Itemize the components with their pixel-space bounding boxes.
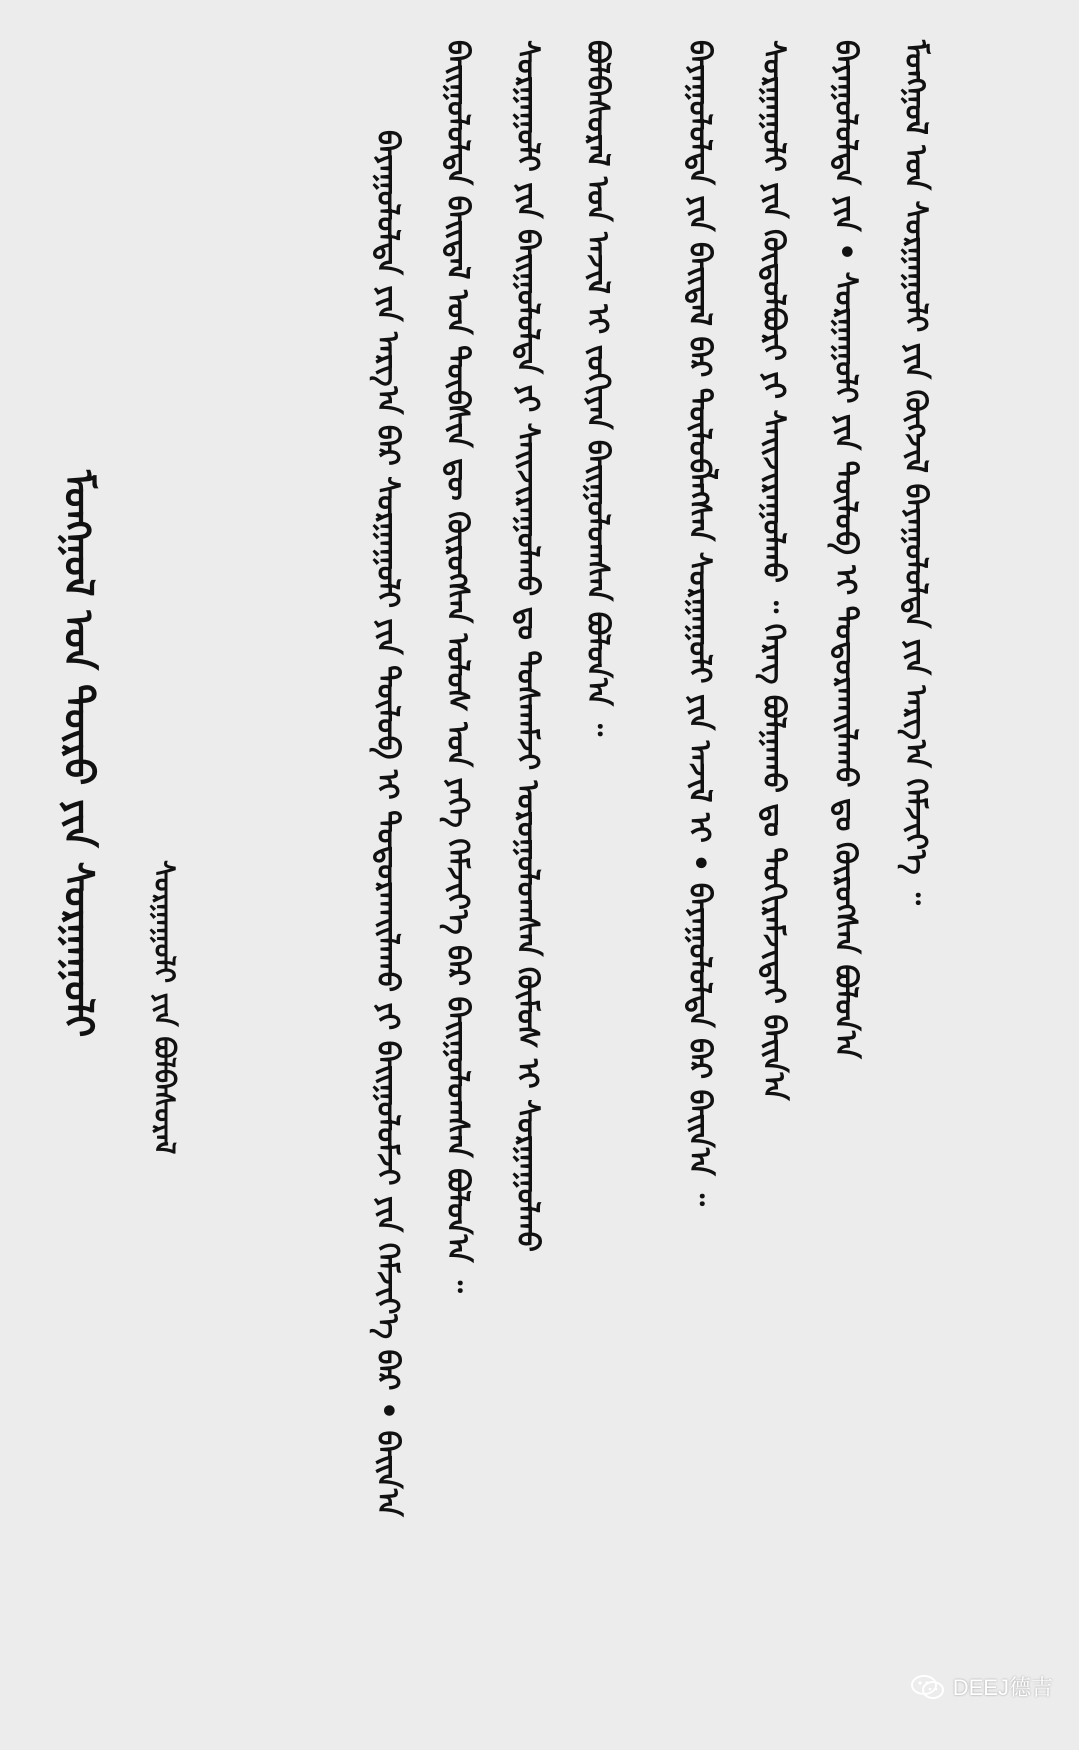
body-line-7: ᠪᠠᠶᠠᠭᠤᠯᠤᠯᠲᠠ ᠶᠢᠨ • ᠰᠤᠷᠭᠠᠭᠤᠯᠢ ᠶᠢᠨ ᠲᠥᠯᠥᠪ ᠢ ᠲᠣᠳᠣᠷᠬᠠᠢᠯᠠᠬᠤ ᠳᠤ ᠬᠦᠷᠦᠭᠰᠡᠨ ᠪᠣᠯᠤᠨ᠎ᠠ: [828, 40, 863, 1059]
body-line-1: ᠪᠠᠶᠠᠭᠤᠯᠤᠯᠲᠠ ᠶᠢᠨ ᠠᠷᠭ᠎ᠠ ᠪᠠᠷ ᠰᠤᠷᠭᠠᠭᠤᠯᠢ ᠶᠢᠨ ᠲᠥᠯᠥᠪ ᠢ ᠲᠣᠳᠣᠷᠬᠠᠢᠯᠠᠬᠤ ᠶᠢ ᠪᠠᠢᠭᠤᠯᠤᠮᠵᠢ ᠶᠢᠨ ᠬᠡᠮᠵᠢᠶ᠎ᠡ ᠪᠠᠷ • ᠪᠠᠢᠨ᠎ᠠ: [370, 130, 405, 1517]
watermark-label: DEEJ德吉: [952, 1675, 1053, 1700]
body-line-4: ᠪᠣᠯᠪᠠᠰᠤᠷᠠᠯ ᠤᠨ ᠠᠵᠢᠯ ᠢ ᠵᠣᠬᠢᠶᠠᠨ ᠪᠠᠢᠭᠤᠯᠤᠭᠰᠠᠨ ᠪᠣᠯᠤᠨ᠎ᠠ ᠃: [580, 40, 615, 737]
body-line-8: ᠮᠣᠩᠭᠣᠯ ᠤᠨ ᠰᠤᠷᠭᠠᠭᠤᠯᠢ ᠶᠢᠨ ᠬᠥᠭᠵᠢᠯ ᠪᠠᠶᠠᠭᠤᠯᠤᠯᠲᠠ ᠶᠢᠨ ᠠᠷᠭ᠎ᠠ ᠬᠡᠮᠵᠢᠶ᠎ᠡ ᠃: [898, 40, 933, 905]
body-line-6: ᠰᠤᠷᠭᠠᠭᠤᠯᠢ ᠶᠢᠨ ᠬᠥᠲᠥᠯᠪᠦᠷᠢ ᠶᠢ ᠰᠠᠢᠵᠢᠷᠠᠭᠤᠯᠬᠤ ᠃ ᠬᠡᠷᠡᠭ ᠪᠣᠯᠭᠠᠬᠤ ᠳᠤ ᠲᠣᠬᠢᠷᠠᠮᠵᠢᠲᠠᠢ ᠪᠠᠢᠨ᠎ᠠ: [756, 40, 791, 1101]
document-title: ᠮᠣᠩᠭᠣᠯ ᠤᠨ ᠲᠥᠷᠥ ᠶᠢᠨ ᠰᠤᠷᠭᠠᠭᠤᠯᠢ: [55, 470, 101, 1038]
wechat-icon: [911, 1674, 945, 1700]
document-subtitle: ᠰᠤᠷᠭᠠᠭᠤᠯᠢ ᠶᠢᠨ ᠪᠣᠯᠪᠠᠰᠤᠷᠠᠯ: [148, 860, 181, 1155]
body-line-5: ᠪᠠᠶᠠᠭᠤᠯᠤᠯᠲᠠ ᠶᠢᠨ ᠪᠠᠢᠳᠠᠯ ᠪᠠᠷ ᠲᠥᠯᠥᠪᠯᠡᠭᠰᠡᠨ ᠰᠤᠷᠭᠠᠭᠤᠯᠢ ᠶᠢᠨ ᠠᠵᠢᠯ ᠢ • ᠪᠠᠶᠠᠭᠤᠯᠤᠯᠲᠠ ᠪᠠᠷ ᠪᠠᠢᠨ᠎ᠠ ᠃: [682, 40, 717, 1206]
body-line-3: ᠰᠤᠷᠭᠠᠭᠤᠯᠢ ᠶᠢᠨ ᠪᠠᠢᠭᠤᠯᠤᠯᠲᠠ ᠶᠢ ᠰᠠᠢᠵᠢᠷᠠᠭᠤᠯᠬᠤ ᠳᠤ ᠳᠤᠰᠬᠠᠮᠵᠢ ᠣᠷᠣᠭᠤᠯᠤᠭᠰᠠᠨ ᠬᠦᠮᠦᠰ ᠢ ᠰᠤᠷᠭᠠᠭᠤᠯᠬᠤ: [510, 40, 545, 1252]
watermark: [911, 1671, 1053, 1702]
body-line-2: ᠪᠠᠢᠭᠤᠯᠤᠯᠲᠠ ᠪᠠᠢᠳᠠᠯ ᠤᠨ ᠲᠦᠪᠰᠢᠨ ᠳᠦ ᠬᠦᠷᠦᠭᠰᠡᠨ ᠤᠯᠤᠰ ᠤᠨ ᠶᠡᠬᠡ ᠬᠡᠮᠵᠢᠶ᠎ᠡ ᠪᠠᠷ ᠪᠠᠢᠭᠤᠯᠤᠭᠰᠠᠨ ᠪᠣᠯᠤᠨ᠎ᠠ ᠃: [440, 40, 475, 1293]
